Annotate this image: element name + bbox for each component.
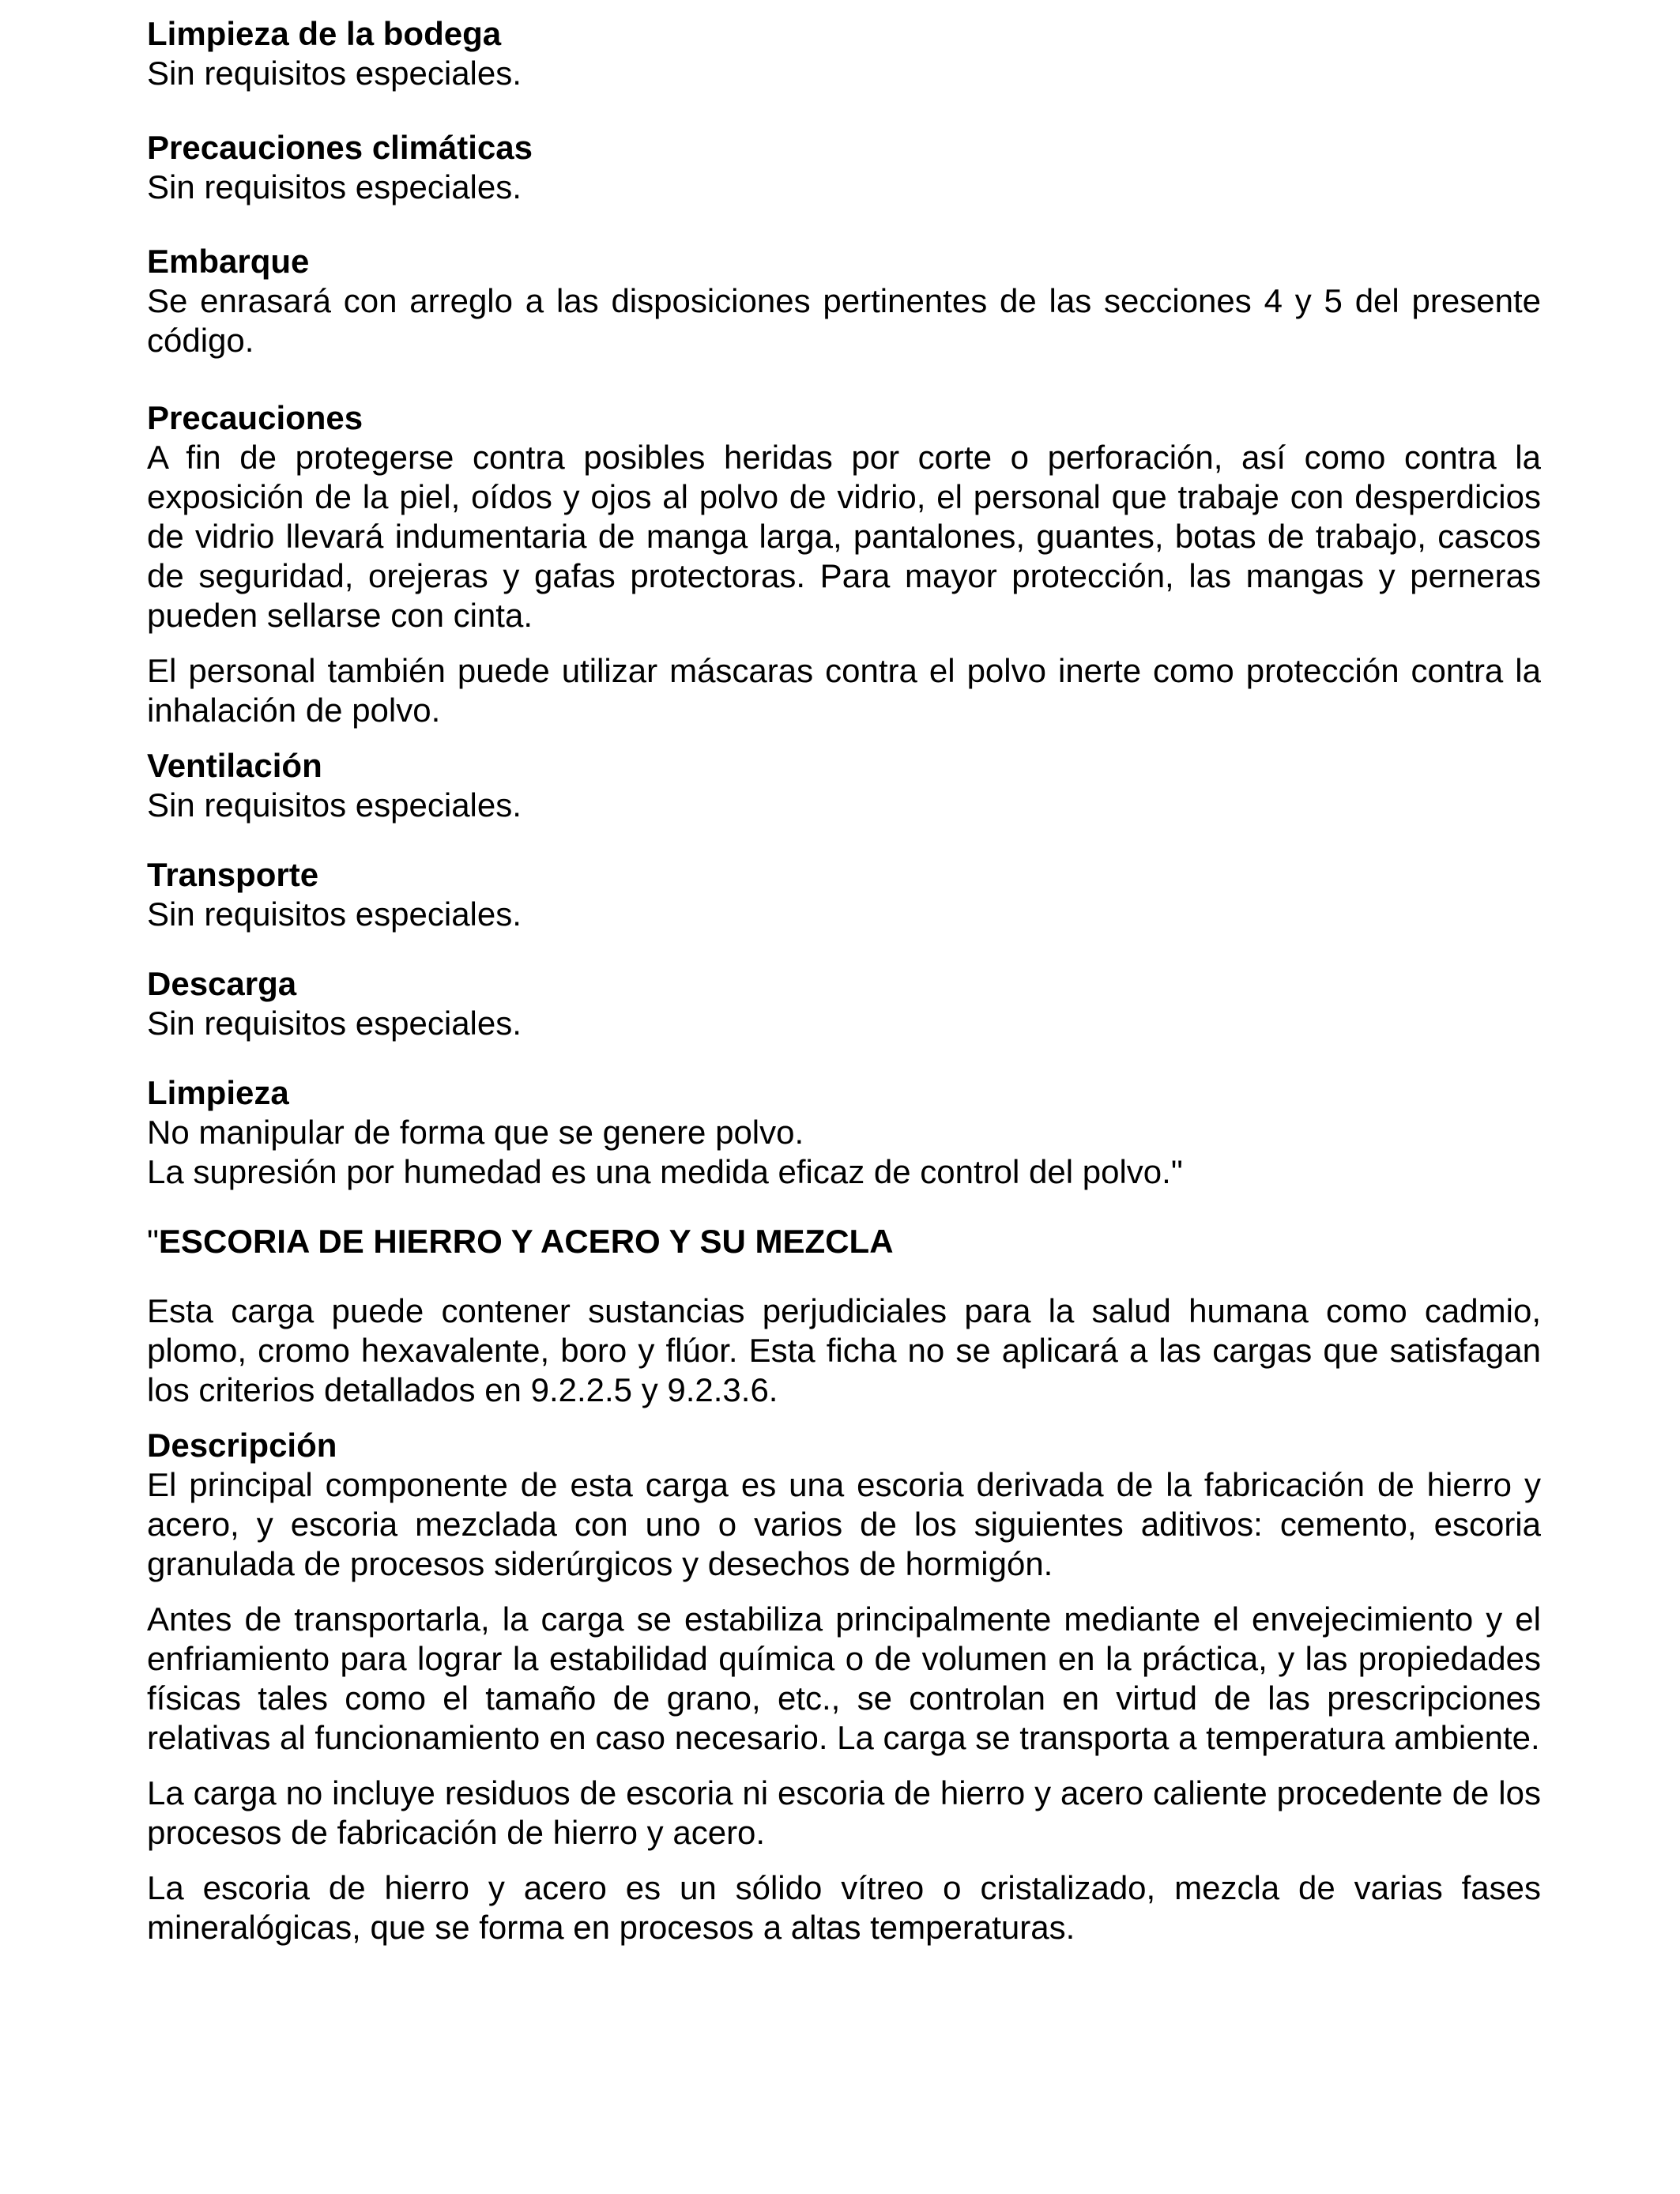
section-heading: Ventilación xyxy=(147,747,322,784)
section-heading: Transporte xyxy=(147,856,319,893)
section-paragraph: Esta carga puede contener sustancias perjudiciales para la salud humana como cadmio, plomo, cromo hexavalente, boro y flúor. Esta ficha no se aplicará a las cargas que satisfagan los criterios detallados en 9.2.2.5 y 9.2.3.6. xyxy=(147,1292,1541,1408)
section-embarque xyxy=(147,242,1541,360)
document-page xyxy=(147,14,1541,1947)
section-text: Sin requisitos especiales. xyxy=(147,895,522,933)
section-heading: Descarga xyxy=(147,965,297,1002)
section-text: La supresión por humedad es una medida eficaz de control del polvo." xyxy=(147,1153,1183,1190)
section-transporte xyxy=(147,855,1541,934)
section-precauciones-extra xyxy=(147,651,1541,730)
section-text: No manipular de forma que se genere polvo. xyxy=(147,1114,804,1151)
section-heading: Limpieza de la bodega xyxy=(147,15,502,52)
section-paragraph: La escoria de hierro y acero es un sólido vítreo o cristalizado, mezcla de varias fases mineralógicas, que se forma en procesos a altas temperaturas. xyxy=(147,1869,1541,1946)
section-heading: Precauciones xyxy=(147,399,363,436)
section-descripcion-p3 xyxy=(147,1774,1541,1853)
section-text: Sin requisitos especiales. xyxy=(147,168,522,205)
section-paragraph: La carga no incluye residuos de escoria ni escoria de hierro y acero caliente procedente de los procesos de fabricación de hierro y acero. xyxy=(147,1774,1541,1851)
section-heading: Embarque xyxy=(147,243,310,280)
quote-mark: " xyxy=(147,1223,159,1260)
section-paragraph: El personal también puede utilizar máscaras contra el polvo inerte como protección contra la inhalación de polvo. xyxy=(147,652,1541,729)
cargo-title-text: ESCORIA DE HIERRO Y ACERO Y SU MEZCLA xyxy=(158,1223,894,1260)
section-text: Sin requisitos especiales. xyxy=(147,1005,522,1042)
section-limpieza xyxy=(147,1073,1541,1192)
section-descripcion xyxy=(147,1426,1541,1584)
section-paragraph: A fin de protegerse contra posibles heridas por corte o perforación, así como contra la exposición de la piel, oídos y ojos al polvo de vidrio, el personal que trabaje con desperdicios de vidrio llevará indumentaria de manga larga, pantalones, guantes, botas de trabajo, cascos de seguridad, orejeras y gafas protectoras. Para mayor protección, las mangas y perneras pueden sellarse con cinta. xyxy=(147,439,1541,634)
section-ventilacion xyxy=(147,746,1541,825)
section-paragraph: El principal componente de esta carga es una escoria derivada de la fabricación de hierro y acero, y escoria mezclada con uno o varios de los siguientes aditivos: cemento, escoria granulada de procesos siderúrgicos y desechos de hormigón. xyxy=(147,1466,1541,1582)
section-heading: Descripción xyxy=(147,1427,337,1464)
section-escoria-intro xyxy=(147,1291,1541,1410)
section-descripcion-p2 xyxy=(147,1600,1541,1758)
section-heading: Limpieza xyxy=(147,1074,289,1111)
section-precauciones xyxy=(147,398,1541,635)
section-descripcion-p4 xyxy=(147,1868,1541,1947)
section-escoria-title xyxy=(147,1222,1541,1261)
section-paragraph: Antes de transportarla, la carga se estabiliza principalmente mediante el envejecimiento y el enfriamiento para lograr la estabilidad química o de volumen en la práctica, y las propiedades físicas tales como el tamaño de grano, etc., se controlan en virtud de las prescripciones relativas al funcionamiento en caso necesario. La carga se transporta a temperatura ambiente. xyxy=(147,1600,1541,1756)
section-text: Sin requisitos especiales. xyxy=(147,786,522,824)
section-text: Se enrasará con arreglo a las disposiciones pertinentes de las secciones 4 y 5 del presente código. xyxy=(147,282,1541,359)
section-text: Sin requisitos especiales. xyxy=(147,55,522,92)
section-descarga xyxy=(147,964,1541,1043)
section-limpieza-bodega xyxy=(147,14,1541,93)
cargo-title xyxy=(147,1222,1541,1261)
section-precauciones-climaticas xyxy=(147,128,1541,207)
section-heading: Precauciones climáticas xyxy=(147,129,533,166)
